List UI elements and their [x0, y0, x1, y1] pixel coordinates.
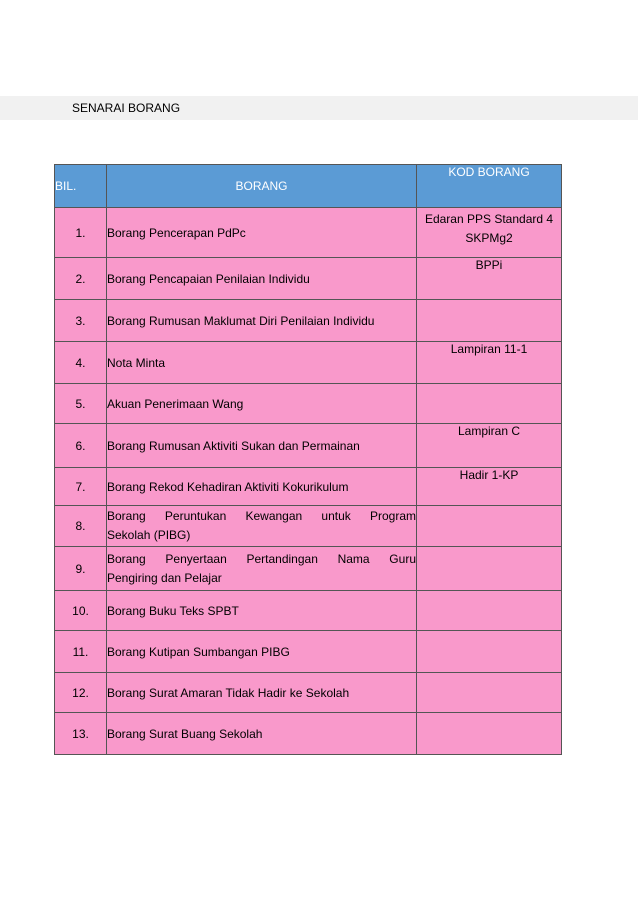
form-code	[417, 591, 562, 631]
title-band	[0, 96, 638, 120]
form-code	[417, 673, 562, 713]
row-number: 5.	[55, 384, 107, 424]
table-row	[55, 258, 562, 300]
form-code	[417, 384, 562, 424]
form-code-line: Edaran PPS Standard 4	[424, 212, 554, 226]
form-code: Hadir 1-KP	[417, 468, 562, 506]
forms-table	[54, 164, 562, 755]
form-name: Borang Surat Buang Sekolah	[107, 713, 417, 755]
row-number: 4.	[55, 342, 107, 384]
page-title: SENARAI BORANG	[72, 101, 181, 115]
form-name-line: Borang Penyertaan Pertandingan Nama Guru	[107, 551, 416, 566]
row-number: 3.	[55, 300, 107, 342]
row-number: 13.	[55, 713, 107, 755]
table-row	[55, 208, 562, 258]
row-number: 11.	[55, 631, 107, 673]
table-row	[55, 300, 562, 342]
form-code	[417, 300, 562, 342]
row-number: 9.	[55, 547, 107, 591]
table-row	[55, 673, 562, 713]
form-name: Borang Buku Teks SPBT	[107, 591, 417, 631]
table-row	[55, 631, 562, 673]
form-name	[107, 506, 417, 547]
row-number: 12.	[55, 673, 107, 713]
table-row	[55, 424, 562, 468]
row-number: 1.	[55, 208, 107, 258]
table-row	[55, 384, 562, 424]
table-row	[55, 547, 562, 591]
table-row	[55, 342, 562, 384]
form-code: Lampiran 11-1	[417, 342, 562, 384]
form-code	[417, 547, 562, 591]
form-name-line: Pengiring dan Pelajar	[107, 570, 222, 585]
row-number: 6.	[55, 424, 107, 468]
form-name: Borang Surat Amaran Tidak Hadir ke Sekolah	[107, 673, 417, 713]
table-row	[55, 713, 562, 755]
form-name-line: Borang Peruntukan Kewangan untuk Program	[107, 509, 416, 523]
form-name: Borang Rumusan Maklumat Diri Penilaian Individu	[107, 300, 417, 342]
form-code	[417, 713, 562, 755]
form-name: Akuan Penerimaan Wang	[107, 384, 417, 424]
form-name: Borang Rekod Kehadiran Aktiviti Kokurikulum	[107, 468, 417, 506]
form-code: Lampiran C	[417, 424, 562, 468]
form-name: Borang Pencerapan PdPc	[107, 208, 417, 258]
row-number: 10.	[55, 591, 107, 631]
form-name: Borang Pencapaian Penilaian Individu	[107, 258, 417, 300]
form-name: Borang Kutipan Sumbangan PIBG	[107, 631, 417, 673]
table-row	[55, 506, 562, 547]
row-number: 2.	[55, 258, 107, 300]
table-row	[55, 468, 562, 506]
form-code	[417, 506, 562, 547]
form-code	[417, 631, 562, 673]
form-code	[417, 208, 562, 258]
form-name: Borang Rumusan Aktiviti Sukan dan Permainan	[107, 424, 417, 468]
form-code: BPPi	[417, 258, 562, 300]
header-kod-borang: KOD BORANG	[417, 165, 562, 208]
form-name	[107, 547, 417, 591]
row-number: 8.	[55, 506, 107, 547]
header-borang: BORANG	[107, 165, 417, 208]
row-number: 7.	[55, 468, 107, 506]
form-code-line: SKPMg2	[465, 231, 513, 245]
table-header-row	[55, 165, 562, 208]
form-name: Nota Minta	[107, 342, 417, 384]
form-name-line: Sekolah (PIBG)	[107, 528, 191, 542]
table-row	[55, 591, 562, 631]
header-bil: BIL.	[55, 165, 107, 208]
